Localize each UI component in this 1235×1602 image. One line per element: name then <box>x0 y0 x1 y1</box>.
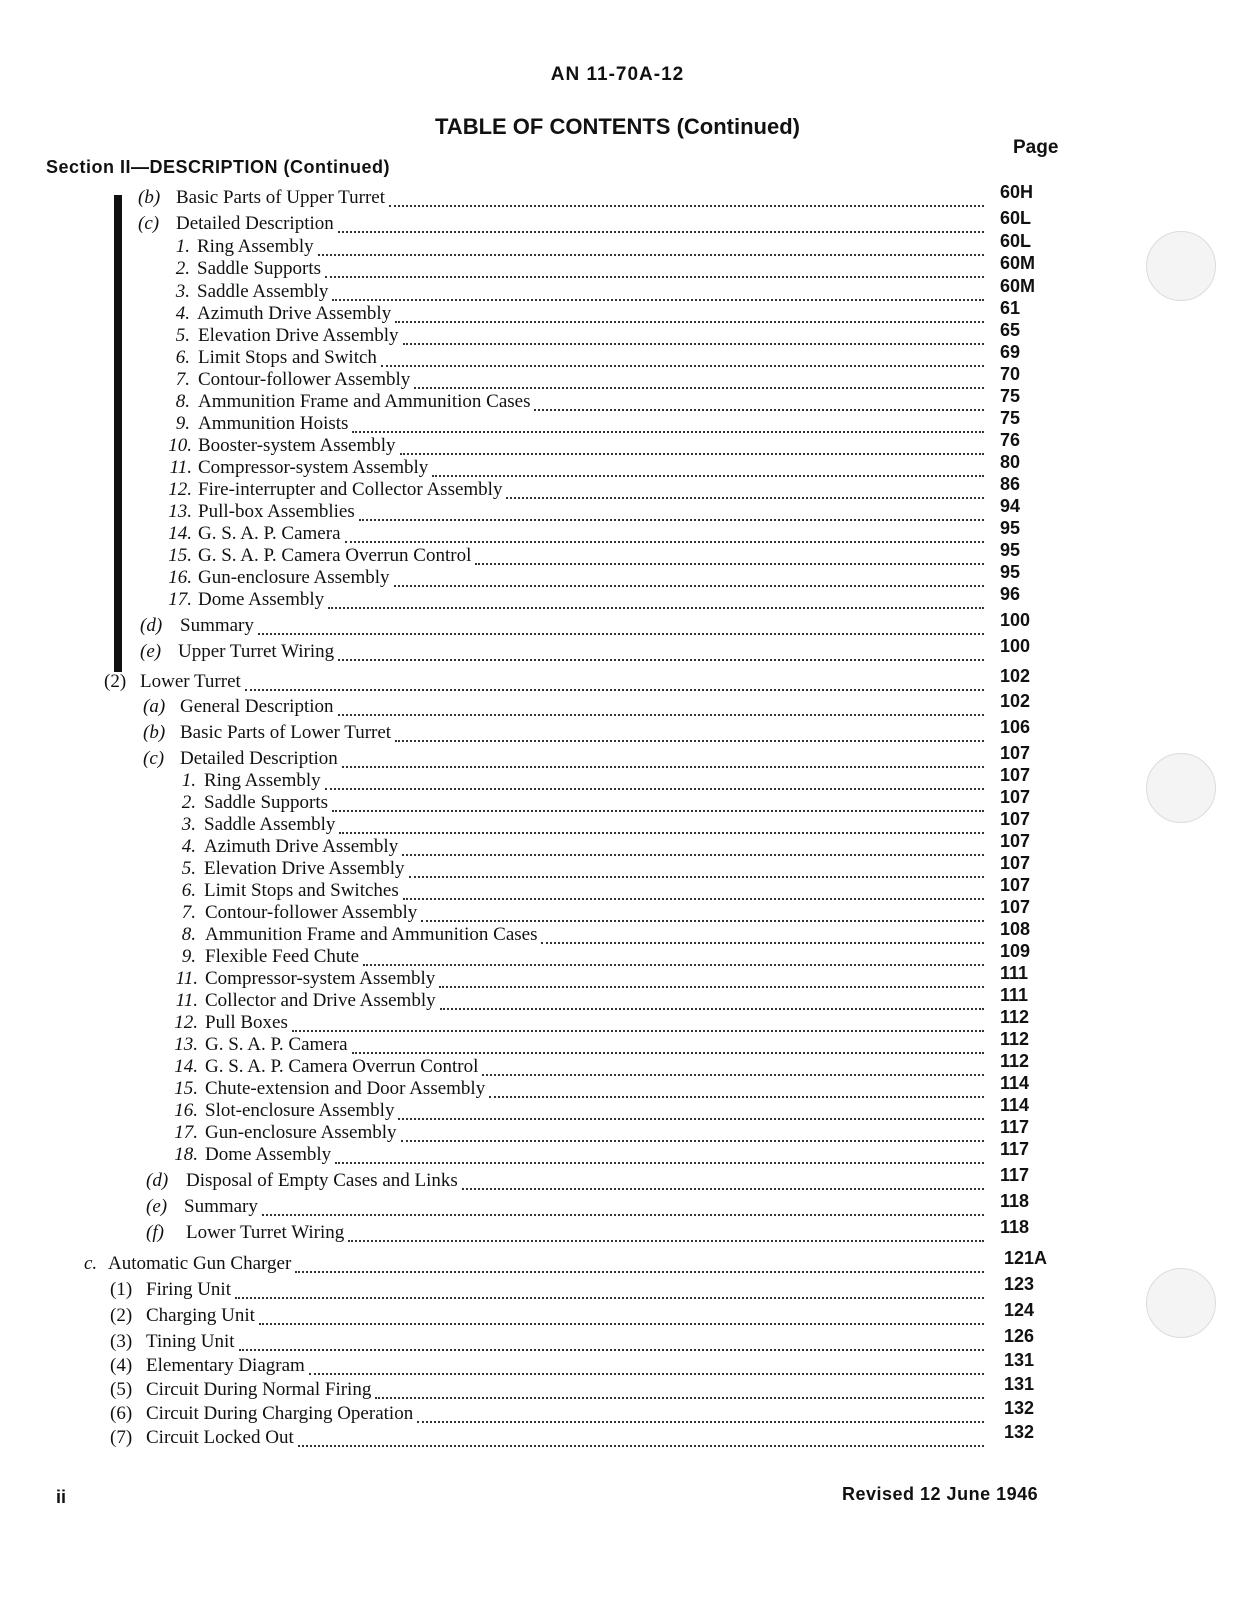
toc-entry-page: 86 <box>1000 474 1021 494</box>
toc-entry-page: 75 <box>1000 408 1021 428</box>
toc-entry-title: Upper Turret Wiring <box>178 641 335 662</box>
dot-leader <box>335 1143 984 1164</box>
toc-entry-number: (1) <box>110 1279 133 1300</box>
toc-entry <box>0 963 1235 991</box>
toc-entry <box>0 276 1235 304</box>
toc-entry <box>0 182 1235 210</box>
toc-entry <box>0 743 1235 771</box>
toc-entry <box>0 1326 1235 1354</box>
toc-entry-number: (2) <box>104 671 127 692</box>
toc-entry-title: Basic Parts of Lower Turret <box>180 722 392 743</box>
dot-leader <box>345 522 985 543</box>
toc-entry-page: 65 <box>1000 320 1021 340</box>
dot-leader <box>398 1099 984 1120</box>
toc-entry-page: 123 <box>1004 1274 1035 1294</box>
dot-leader <box>506 478 984 499</box>
toc-entry <box>0 1274 1235 1302</box>
dot-leader <box>332 280 984 301</box>
dot-leader <box>489 1077 984 1098</box>
toc-entry-title: Circuit During Normal Firing <box>146 1379 372 1400</box>
toc-entry-page: 111 <box>1000 963 1029 983</box>
toc-entry-title: Limit Stops and Switch <box>198 347 377 368</box>
toc-entry-page: 107 <box>1000 809 1031 829</box>
dot-leader <box>541 923 984 944</box>
toc-entry <box>0 717 1235 745</box>
toc-entry-page: 70 <box>1000 364 1021 384</box>
dot-leader <box>332 791 984 812</box>
dot-leader <box>338 695 984 716</box>
toc-entry <box>0 765 1235 793</box>
toc-entry-number: 7. <box>181 902 196 923</box>
toc-entry <box>0 919 1235 947</box>
page-title: TABLE OF CONTENTS (Continued) <box>435 114 800 139</box>
toc-entry <box>0 787 1235 815</box>
toc-entry-title: Summary <box>180 615 254 636</box>
toc-entry-title: Ammunition Frame and Ammunition Cases <box>205 924 538 945</box>
toc-entry-number: 2. <box>181 792 196 813</box>
dot-leader <box>363 945 984 966</box>
toc-entry-title: Pull-box Assemblies <box>198 501 355 522</box>
toc-entry-number: 13. <box>168 501 192 522</box>
toc-entry-title: Contour-follower Assembly <box>205 902 418 923</box>
toc-entry-page: 121A <box>1004 1248 1048 1268</box>
toc-entry <box>0 1095 1235 1123</box>
toc-entry-page: 107 <box>1000 743 1031 763</box>
toc-entry-page: 112 <box>1000 1007 1030 1027</box>
toc-entry-number: (a) <box>143 696 166 717</box>
toc-entry-title: Detailed Description <box>176 213 334 234</box>
toc-entry-title: Limit Stops and Switches <box>204 880 399 901</box>
toc-entry-title: Gun-enclosure Assembly <box>198 567 390 588</box>
toc-entry-title: Saddle Assembly <box>204 814 336 835</box>
dot-leader <box>359 500 984 521</box>
toc-entry-number: 4. <box>181 836 196 857</box>
dot-leader <box>235 1278 984 1299</box>
dot-leader <box>262 1195 984 1216</box>
toc-entry-number: (7) <box>110 1427 133 1448</box>
dot-leader <box>381 346 984 367</box>
page-number: ii <box>56 1487 67 1507</box>
toc-entry-title: G. S. A. P. Camera <box>198 523 341 544</box>
dot-leader <box>482 1055 984 1076</box>
toc-entry-number: (6) <box>110 1403 133 1424</box>
toc-entry-title: Disposal of Empty Cases and Links <box>186 1170 458 1191</box>
toc-entry-page: 107 <box>1000 765 1031 785</box>
toc-entry-number: (2) <box>110 1305 133 1326</box>
toc-entry-number: 18. <box>174 1144 198 1165</box>
toc-entry-number: 16. <box>168 567 192 588</box>
toc-entry-number: 14. <box>168 523 192 544</box>
toc-entry <box>0 452 1235 480</box>
toc-entry <box>0 1073 1235 1101</box>
dot-leader <box>328 588 984 609</box>
toc-entry-number: 16. <box>174 1100 198 1121</box>
toc-entry-number: 17. <box>168 589 192 610</box>
toc-entry <box>0 1117 1235 1145</box>
toc-entry-page: 76 <box>1000 430 1021 450</box>
dot-leader <box>318 235 984 256</box>
toc-entry-page: 80 <box>1000 452 1021 472</box>
toc-entry-page: 61 <box>1000 298 1021 318</box>
toc-entry-number: 8. <box>175 391 190 412</box>
toc-entry <box>0 474 1235 502</box>
toc-entry <box>0 1350 1235 1378</box>
dot-leader <box>395 721 984 742</box>
toc-entry <box>0 1374 1235 1402</box>
toc-entry <box>0 1165 1235 1193</box>
toc-entry-page: 107 <box>1000 875 1031 895</box>
toc-entry-page: 102 <box>1000 691 1031 711</box>
toc-entry-title: Collector and Drive Assembly <box>205 990 436 1011</box>
dot-leader <box>298 1426 984 1447</box>
toc-entry-page: 112 <box>1000 1051 1030 1071</box>
dot-leader <box>402 835 984 856</box>
toc-entry <box>0 1422 1235 1450</box>
toc-entry-page: 111 <box>1000 985 1029 1005</box>
toc-entry-title: Charging Unit <box>146 1305 255 1326</box>
toc-entry-number: 5. <box>181 858 196 879</box>
toc-entry-page: 118 <box>1000 1191 1030 1211</box>
toc-entry-title: Saddle Supports <box>204 792 329 813</box>
toc-entry-number: 5. <box>175 325 190 346</box>
toc-entry-number: 1. <box>181 770 196 791</box>
toc-entry-page: 126 <box>1004 1326 1035 1346</box>
toc-entry-title: G. S. A. P. Camera <box>205 1034 348 1055</box>
toc-entry <box>0 408 1235 436</box>
toc-entry-title: Compressor-system Assembly <box>198 457 429 478</box>
toc-entry <box>0 610 1235 638</box>
dot-leader <box>309 1354 984 1375</box>
toc-entry-title: Fire-interrupter and Collector Assembly <box>198 479 503 500</box>
toc-entry-page: 114 <box>1000 1073 1030 1093</box>
dot-leader <box>348 1221 984 1242</box>
dot-leader <box>439 967 984 988</box>
dot-leader <box>325 257 984 278</box>
toc-entry-number: (e) <box>146 1196 168 1217</box>
toc-entry-page: 132 <box>1004 1398 1035 1418</box>
toc-entry-title: Tining Unit <box>146 1331 235 1352</box>
toc-entry-page: 132 <box>1004 1422 1035 1442</box>
toc-entry-page: 107 <box>1000 831 1031 851</box>
dot-leader <box>417 1402 984 1423</box>
toc-entry-page: 60L <box>1000 231 1032 251</box>
toc-entry-number: (d) <box>140 615 163 636</box>
toc-entry-number: 11. <box>175 968 198 989</box>
toc-entry <box>0 518 1235 546</box>
toc-entry <box>0 298 1235 326</box>
toc-entry-number: (c) <box>143 748 165 769</box>
toc-entry-number: (3) <box>110 1331 133 1352</box>
section-heading: Section II—DESCRIPTION (Continued) <box>46 157 390 177</box>
toc-entry-page: 108 <box>1000 919 1031 939</box>
toc-entry-title: Ammunition Hoists <box>198 413 349 434</box>
dot-leader <box>258 614 984 635</box>
toc-entry-page: 69 <box>1000 342 1021 362</box>
toc-entry-page: 95 <box>1000 540 1021 560</box>
toc-entry-page: 60M <box>1000 253 1036 273</box>
toc-entry-number: (5) <box>110 1379 133 1400</box>
dot-leader <box>534 390 984 411</box>
toc-entry-page: 75 <box>1000 386 1021 406</box>
toc-entry-number: (d) <box>146 1170 169 1191</box>
toc-entry-page: 102 <box>1000 666 1031 686</box>
toc-entry-page: 109 <box>1000 941 1031 961</box>
dot-leader <box>395 302 984 323</box>
toc-entry <box>0 342 1235 370</box>
dot-leader <box>375 1378 984 1399</box>
toc-entry <box>0 1139 1235 1167</box>
toc-entry-number: 13. <box>174 1034 198 1055</box>
toc-entry-number: 6. <box>175 347 190 368</box>
dot-leader <box>440 989 984 1010</box>
toc-entry-number: (e) <box>140 641 162 662</box>
toc-entry-title: Elevation Drive Assembly <box>204 858 405 879</box>
toc-entry-page: 106 <box>1000 717 1031 737</box>
toc-entry-title: Firing Unit <box>146 1279 231 1300</box>
toc-entry <box>0 1217 1235 1245</box>
toc-entry-number: 15. <box>174 1078 198 1099</box>
dot-leader <box>338 212 984 233</box>
toc-entry <box>0 853 1235 881</box>
toc-entry <box>0 941 1235 969</box>
toc-entry <box>0 666 1235 694</box>
toc-entry <box>0 1029 1235 1057</box>
toc-entry-page: 95 <box>1000 562 1021 582</box>
toc-entry-title: Ring Assembly <box>197 236 314 257</box>
dot-leader <box>389 186 984 207</box>
toc-entry <box>0 208 1235 236</box>
toc-entry-number: 12. <box>168 479 192 500</box>
toc-entry-number: (b) <box>143 722 166 743</box>
toc-entry-number: 3. <box>181 814 196 835</box>
dot-leader <box>245 670 984 691</box>
toc-entry <box>0 985 1235 1013</box>
dot-leader <box>475 544 984 565</box>
toc-entry-page: 100 <box>1000 610 1031 630</box>
toc-entry-title: Chute-extension and Door Assembly <box>205 1078 486 1099</box>
toc-entry-title: Elementary Diagram <box>146 1355 305 1376</box>
toc-entry-title: Lower Turret <box>140 671 241 692</box>
dot-leader <box>325 769 984 790</box>
dot-leader <box>462 1169 984 1190</box>
toc-entry <box>0 809 1235 837</box>
toc-entry-number: 8. <box>181 924 196 945</box>
dot-leader <box>394 566 984 587</box>
binder-hole <box>1146 753 1216 823</box>
toc-entry-number: 10. <box>168 435 192 456</box>
toc-entry-number: 3. <box>175 281 190 302</box>
toc-entry-title: Ring Assembly <box>204 770 321 791</box>
toc-entry-title: Slot-enclosure Assembly <box>205 1100 395 1121</box>
toc-entry-title: Compressor-system Assembly <box>205 968 436 989</box>
dot-leader <box>352 1033 985 1054</box>
toc-entry-page: 117 <box>1000 1139 1030 1159</box>
page-column-label: Page <box>1013 137 1059 158</box>
dot-leader <box>292 1011 984 1032</box>
toc-entry-title: Lower Turret Wiring <box>186 1222 345 1243</box>
toc-entry <box>0 386 1235 414</box>
toc-entry-page: 96 <box>1000 584 1021 604</box>
toc-entry-number: 9. <box>181 946 196 967</box>
toc-entry <box>0 364 1235 392</box>
toc-entry-page: 124 <box>1004 1300 1035 1320</box>
toc-entry-page: 107 <box>1000 853 1031 873</box>
dot-leader <box>432 456 984 477</box>
dot-leader <box>403 879 984 900</box>
revision-date: Revised 12 June 1946 <box>842 1484 1039 1504</box>
toc-entry-page: 100 <box>1000 636 1031 656</box>
dot-leader <box>421 901 984 922</box>
toc-entry-title: Gun-enclosure Assembly <box>205 1122 397 1143</box>
toc-entry <box>0 584 1235 612</box>
toc-entry-page: 117 <box>1000 1165 1030 1185</box>
toc-entry-page: 95 <box>1000 518 1021 538</box>
toc-entry <box>0 496 1235 524</box>
toc-entry <box>0 875 1235 903</box>
toc-entry-page: 107 <box>1000 897 1031 917</box>
toc-entry <box>0 540 1235 568</box>
toc-entry-title: Azimuth Drive Assembly <box>204 836 399 857</box>
dot-leader <box>403 324 984 345</box>
toc-entry-title: Ammunition Frame and Ammunition Cases <box>198 391 531 412</box>
toc-entry-number: 17. <box>174 1122 198 1143</box>
toc-entry <box>0 320 1235 348</box>
toc-entry-number: (f) <box>146 1222 164 1243</box>
toc-entry <box>0 231 1235 259</box>
toc-entry-page: 114 <box>1000 1095 1030 1115</box>
toc-entry-title: Booster-system Assembly <box>198 435 396 456</box>
dot-leader <box>259 1304 984 1325</box>
toc-entry-title: Flexible Feed Chute <box>205 946 360 967</box>
toc-entry-page: 112 <box>1000 1029 1030 1049</box>
toc-entry <box>0 1300 1235 1328</box>
dot-leader <box>414 368 984 389</box>
binder-hole <box>1146 1268 1216 1338</box>
toc-entry-title: Dome Assembly <box>198 589 325 610</box>
dot-leader <box>400 434 984 455</box>
toc-entry-title: G. S. A. P. Camera Overrun Control <box>205 1056 479 1077</box>
toc-entry-page: 118 <box>1000 1217 1030 1237</box>
toc-entry <box>0 1051 1235 1079</box>
toc-entry-number: 11. <box>169 457 192 478</box>
toc-entry <box>0 1007 1235 1035</box>
binder-hole <box>1146 231 1216 301</box>
toc-entry <box>0 1191 1235 1219</box>
toc-entry-title: General Description <box>180 696 334 717</box>
dot-leader <box>409 857 984 878</box>
toc-entry-page: 60L <box>1000 208 1032 228</box>
toc-entry-number: 14. <box>174 1056 198 1077</box>
dot-leader <box>239 1330 984 1351</box>
toc-entry-page: 131 <box>1004 1374 1035 1394</box>
toc-entry-title: Circuit Locked Out <box>146 1427 294 1448</box>
toc-entry-title: Saddle Supports <box>197 258 322 279</box>
toc-entry-number: c. <box>84 1253 98 1274</box>
toc-entry-title: Dome Assembly <box>205 1144 332 1165</box>
toc-entry <box>0 430 1235 458</box>
dot-leader <box>401 1121 984 1142</box>
toc-entry <box>0 897 1235 925</box>
dot-leader <box>352 412 984 433</box>
toc-entry-page: 117 <box>1000 1117 1030 1137</box>
toc-entry-title: G. S. A. P. Camera Overrun Control <box>198 545 472 566</box>
toc-entry-title: Basic Parts of Upper Turret <box>176 187 385 208</box>
toc-entry <box>0 562 1235 590</box>
toc-entry-page: 94 <box>1000 496 1021 516</box>
toc-entry-page: 131 <box>1004 1350 1035 1370</box>
toc-entry-number: 2. <box>175 258 190 279</box>
toc-entry <box>0 1248 1235 1276</box>
toc-entry-number: (b) <box>138 187 161 208</box>
toc-entry <box>0 253 1235 281</box>
dot-leader <box>338 640 984 661</box>
toc-entry-number: 7. <box>175 369 190 390</box>
toc-entry-title: Automatic Gun Charger <box>108 1253 292 1274</box>
toc-entry-title: Elevation Drive Assembly <box>198 325 399 346</box>
toc-entry-number: 6. <box>181 880 196 901</box>
toc-entry <box>0 691 1235 719</box>
toc-entry-number: 11. <box>175 990 198 1011</box>
toc-entry <box>0 831 1235 859</box>
toc-entry <box>0 1398 1235 1426</box>
toc-entry <box>0 636 1235 664</box>
toc-entry-title: Circuit During Charging Operation <box>146 1403 414 1424</box>
toc-entry-number: 12. <box>174 1012 198 1033</box>
toc-entry-number: 15. <box>168 545 192 566</box>
document-number: AN 11-70A-12 <box>550 64 685 85</box>
toc-entry-number: 9. <box>175 413 190 434</box>
toc-entry-title: Summary <box>184 1196 258 1217</box>
toc-entry-page: 107 <box>1000 787 1031 807</box>
toc-entry-page: 60H <box>1000 182 1034 202</box>
toc-entry-title: Detailed Description <box>180 748 338 769</box>
toc-entry-title: Saddle Assembly <box>197 281 329 302</box>
dot-leader <box>342 747 984 768</box>
toc-entry-number: 1. <box>175 236 190 257</box>
dot-leader <box>295 1252 984 1273</box>
toc-entry-number: (4) <box>110 1355 133 1376</box>
toc-entry-title: Pull Boxes <box>205 1012 288 1033</box>
toc-entry-title: Contour-follower Assembly <box>198 369 411 390</box>
toc-entry-number: (c) <box>138 213 160 234</box>
toc-entry-title: Azimuth Drive Assembly <box>197 303 392 324</box>
toc-entry-page: 60M <box>1000 276 1036 296</box>
dot-leader <box>339 813 984 834</box>
toc-entry-number: 4. <box>175 303 190 324</box>
